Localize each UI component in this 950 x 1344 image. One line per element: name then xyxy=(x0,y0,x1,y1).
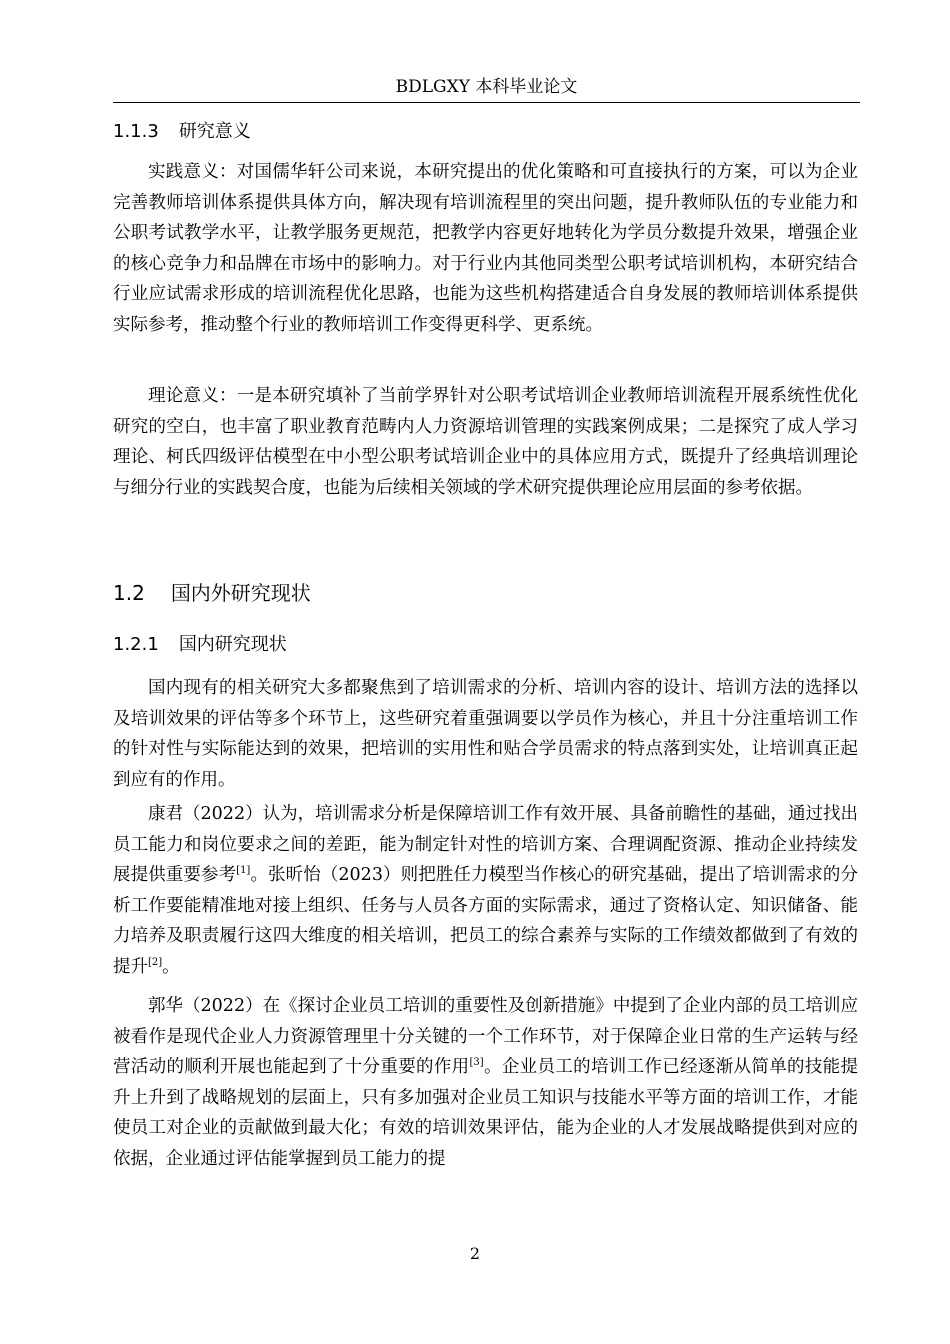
paragraph-text: 。张昕怡（2023）则把胜任力模型当作核心的研究基础，提出了培训需求的分析工作要能精准地对接上组织、任务与人员各方面的实际需求，通过了资格认定、知识储备、能力培养及职责履行这四大维度的相关培训，把员工的综合素养与实际的工作绩效都做到了有效的提升 xyxy=(113,865,858,977)
page-number: 2 xyxy=(469,1244,481,1263)
header-title: BDLGXY 本科毕业论文 xyxy=(395,77,578,97)
citation-ref: [1] xyxy=(236,865,251,876)
section-title: 研究意义 xyxy=(178,121,251,142)
paragraph-theoretical-significance: 理论意义：一是本研究填补了当前学界针对公职考试培训企业教师培训流程开展系统性优化研究的空白，也丰富了职业教育范畴内人力资源培训管理的实践案例成果；二是探究了成人学习理论、柯氏四级评估模型在中小型公职考试培训企业中的具体应用方式，既提升了经典培训理论与细分行业的实践契合度，也能为后续相关领域的学术研究提供理论应用层面的参考依据。 xyxy=(113,386,858,498)
paragraph-text: 。企业员工的培训工作已经逐渐从简单的技能提升上升到了战略规划的层面上，只有多加强对企业员工知识与技能水平等方面的培训工作，才能使员工对企业的贡献做到最大化；有效的培训效果评估，能为企业的人才发展战略提供到对应的依据，企业通过评估能掌握到员工能力的提 xyxy=(113,1057,858,1169)
section-title: 国内外研究现状 xyxy=(170,581,311,605)
section-title: 国内研究现状 xyxy=(178,634,287,655)
paragraph-text: 郭华（2022）在《探讨企业员工培训的重要性及创新措施》中提到了企业内部的员工培训应被看作是现代企业人力资源管理里十分关键的一个工作环节，对于保障企业日常的生产运转与经营活动的顺利开展也能起到了十分重要的作用 xyxy=(113,996,858,1077)
section-number: 1.2.1 xyxy=(113,634,159,655)
paragraph-kang-zhang xyxy=(113,799,858,982)
paragraph-text: 康君（2022）认为，培训需求分析是保障培训工作有效开展、具备前瞻性的基础，通过找出员工能力和岗位要求之间的差距，能为制定针对性的培训方案、合理调配资源、推动企业持续发展提供重要参考 xyxy=(113,804,858,885)
paragraph-text: 。 xyxy=(162,956,180,977)
paragraph-practical-significance: 实践意义：对国儒华轩公司来说，本研究提出的优化策略和可直接执行的方案，可以为企业完善教师培训体系提供具体方向，解决现有培训流程里的突出问题，提升教师队伍的专业能力和公职考试教学水平，让教学服务更规范，把教学内容更好地转化为学员分数提升效果，增强企业的核心竞争力和品牌在市场中的影响力。对于行业内其他同类型公职考试培训机构，本研究结合行业应试需求形成的培训流程优化思路，也能为这些机构搭建适合自身发展的教师培训体系提供实际参考，推动整个行业的教师培训工作变得更科学、更系统。 xyxy=(113,162,858,335)
section-number: 1.2 xyxy=(113,581,145,605)
section-heading-1-2-1 xyxy=(113,632,287,658)
paragraph-guo-hua xyxy=(113,991,858,1174)
paragraph-domestic-overview: 国内现有的相关研究大多都聚焦到了培训需求的分析、培训内容的设计、培训方法的选择以及培训效果的评估等多个环节上，这些研究着重强调要以学员作为核心，并且十分注重培训工作的针对性与实际能达到的效果，把培训的实用性和贴合学员需求的特点落到实处，让培训真正起到应有的作用。 xyxy=(113,678,858,790)
section-number: 1.1.3 xyxy=(113,121,159,142)
citation-ref: [2] xyxy=(148,956,163,968)
section-heading-1-2 xyxy=(113,579,311,607)
page-header xyxy=(113,74,860,103)
section-heading-1-1-3 xyxy=(113,119,251,145)
citation-ref: [3] xyxy=(469,1057,484,1068)
